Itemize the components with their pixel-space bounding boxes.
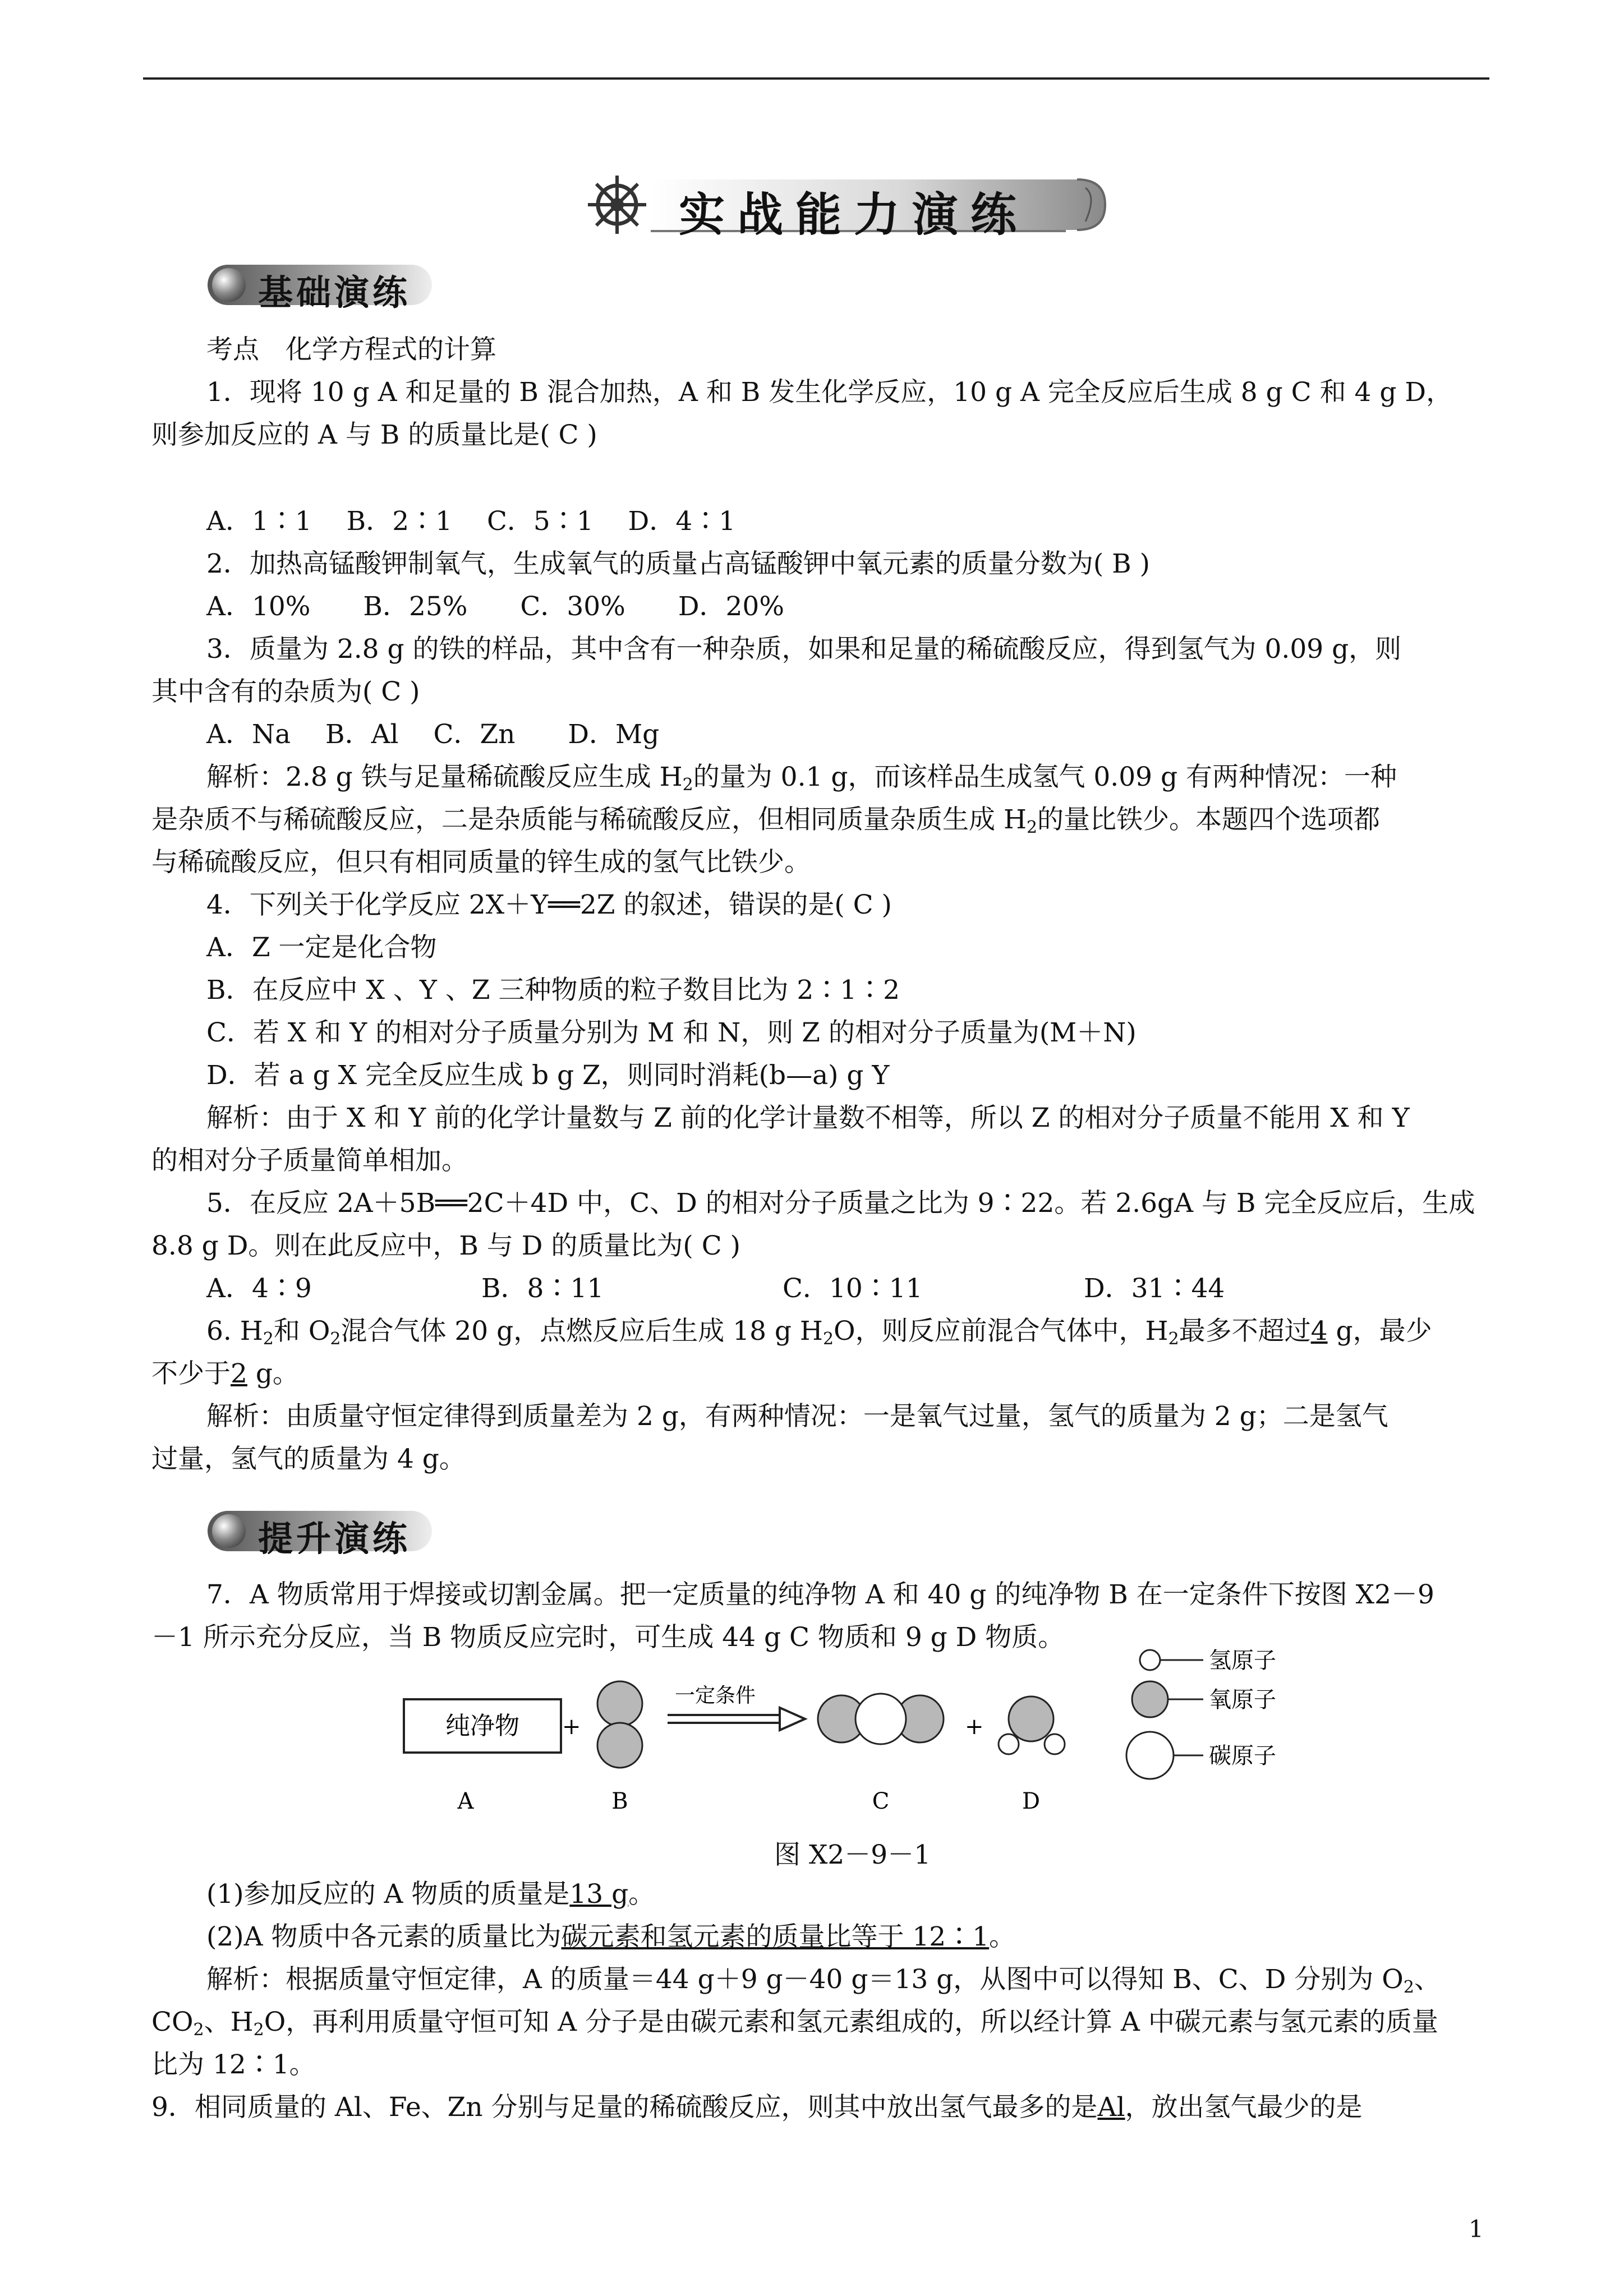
- question-1-line-2: 则参加反应的 A 与 B 的质量比是( C ): [151, 419, 597, 450]
- hydrogen-atom: [1045, 1734, 1065, 1754]
- question-9-answer-most: Al: [1097, 2092, 1125, 2123]
- banner-title: 实战能力演练: [679, 188, 1029, 242]
- question-2-options: A．10% B．25% C．30% D．20%: [206, 591, 784, 622]
- ship-wheel-icon: [588, 176, 646, 234]
- question-7-answer-2: 碳元素和氢元素的质量比等于 12∶1: [561, 1921, 990, 1952]
- question-4-option-b: B．在反应中 X 、Y 、Z 三种物质的粒子数目比为 2∶1∶2: [206, 975, 900, 1006]
- question-6-answer-min: 2: [231, 1358, 247, 1389]
- question-7-line-2: －1 所示充分反应，当 B 物质反应完时，可生成 44 g C 物质和 9 g D 物质。: [151, 1622, 1065, 1653]
- question-6-line-1: 6. $H_2$和 $O_2$混合气体 20 g，点燃反应后生成 18 g $H_2O$，则反应前混合气体中，$H_2$最多不超过4 g，最少: [206, 1316, 1432, 1349]
- question-4-option-a: A．Z 一定是化合物: [206, 932, 437, 963]
- question-7-answer-1: 13 g: [569, 1879, 629, 1910]
- molecule-b: [597, 1681, 642, 1768]
- question-7-sub-1: (1)参加反应的 A 物质的质量是13 g。: [206, 1879, 655, 1910]
- question-3-options: A．Na B．Al C．Zn D．Mg: [206, 719, 660, 750]
- reaction-diagram: [393, 1638, 1492, 1823]
- legend-carbon-label: 碳原子: [1209, 1743, 1276, 1769]
- legend-hydrogen-atom: [1140, 1650, 1160, 1670]
- question-4-explanation-1: 解析：由于 X 和 Y 前的化学计量数与 Z 前的化学计量数不相等，所以 Z 的相对分子质量不能用 X 和 Y: [206, 1103, 1410, 1133]
- page-number: 1: [1469, 2215, 1484, 2243]
- legend-hydrogen-label: 氢原子: [1209, 1648, 1276, 1673]
- reaction-arrow: [668, 1708, 805, 1730]
- question-6-answer-max: 4: [1310, 1316, 1328, 1347]
- oxygen-atom: [597, 1723, 642, 1768]
- label-a: A: [457, 1788, 474, 1814]
- oxygen-atom: [597, 1681, 642, 1726]
- question-9-line-1: 9．相同质量的 Al、Fe、Zn 分别与足量的稀硫酸反应，则其中放出氢气最多的是Al，放出氢气最少的是: [151, 2092, 1363, 2123]
- question-4-option-c: C．若 X 和 Y 的相对分子质量分别为 M 和 N，则 Z 的相对分子质量为(M＋N): [206, 1017, 1137, 1048]
- question-3-explanation-2: 是杂质不与稀硫酸反应，二是杂质能与稀硫酸反应，但相同质量杂质生成 $H_2$的量比铁少。本题四个选项都: [151, 804, 1381, 837]
- reaction-condition-label: 一定条件: [674, 1684, 756, 1707]
- plus-sign-2: +: [965, 1714, 984, 1740]
- question-4-explanation-2: 的相对分子质量简单相加。: [151, 1145, 468, 1176]
- legend: [1126, 1648, 1276, 1779]
- question-1-options: A．1∶1 B．2∶1 C．5∶1 D．4∶1: [206, 506, 736, 537]
- bullet-orb-icon: [212, 268, 246, 302]
- molecule-c: [818, 1694, 944, 1744]
- question-7-line-1: 7．A 物质常用于焊接或切割金属。把一定质量的纯净物 A 和 40 g 的纯净物 B 在一定条件下按图 X2－9: [206, 1579, 1434, 1610]
- label-b: B: [611, 1788, 628, 1814]
- question-5-line-1: 5．在反应 2A＋5B══2C＋4D 中，C、D 的相对分子质量之比为 9∶22。若 2.6gA 与 B 完全反应后，生成: [206, 1188, 1475, 1219]
- question-4-option-d: D．若 a g X 完全反应生成 b g Z，则同时消耗(b—a) g Y: [206, 1060, 890, 1091]
- molecule-d: [999, 1696, 1065, 1754]
- section-header-advanced: 提升演练: [208, 1503, 443, 1559]
- legend-carbon-atom: [1126, 1732, 1174, 1779]
- question-7-explanation-2: $CO_2$、$H_2O$，再利用质量守恒可知 A 分子是由碳元素和氢元素组成的，所以经计算 A 中碳元素与氢元素的质量: [151, 2007, 1438, 2040]
- question-6-explanation-1: 解析：由质量守恒定律得到质量差为 2 g，有两种情况：一是氧气过量，氢气的质量为 2 g；二是氢气: [206, 1401, 1388, 1432]
- question-3-line-2: 其中含有的杂质为( C ): [151, 676, 420, 707]
- question-7-explanation-1: 解析：根据质量守恒定律，A 的质量＝44 g＋9 g－40 g＝13 g，从图中可以得知 B、C、D 分别为 $O_2$、: [206, 1964, 1441, 1997]
- question-5-option-d: D．31∶44: [1084, 1273, 1225, 1304]
- legend-oxygen-atom: [1132, 1681, 1168, 1717]
- question-4-line-1: 4．下列关于化学反应 2X＋Y══2Z 的叙述，错误的是( C ): [206, 889, 892, 920]
- question-6-line-2: 不少于2 g。: [151, 1358, 299, 1389]
- carbon-atom: [855, 1694, 906, 1744]
- question-5-option-c: C．10∶11: [783, 1273, 923, 1304]
- header-rule: [143, 77, 1489, 80]
- figure-caption: 图 X2－9－1: [774, 1839, 931, 1870]
- label-d: D: [1022, 1788, 1041, 1814]
- question-7-explanation-3: 比为 12∶1。: [151, 2049, 316, 2080]
- question-5-option-a: A．4∶9: [206, 1273, 312, 1304]
- question-1-line-1: 1．现将 10 g A 和足量的 B 混合加热，A 和 B 发生化学反应，10 g A 完全反应后生成 8 g C 和 4 g D，: [206, 377, 1453, 408]
- section-header-basic: 基础演练: [208, 257, 443, 313]
- question-6-explanation-2: 过量，氢气的质量为 4 g。: [151, 1444, 466, 1474]
- topic-line: 考点 化学方程式的计算: [206, 334, 496, 365]
- bullet-orb-icon: [212, 1514, 246, 1548]
- question-2-line-1: 2．加热高锰酸钾制氧气，生成氧气的质量占高锰酸钾中氧元素的质量分数为( B ): [206, 548, 1150, 579]
- hydrogen-atom: [999, 1734, 1019, 1754]
- legend-oxygen-label: 氧原子: [1209, 1687, 1276, 1713]
- label-c: C: [872, 1788, 890, 1814]
- question-3-explanation-1: 解析：2.8 g 铁与足量稀硫酸反应生成 $H_2$的量为 0.1 g，而该样品生成氢气 0.09 g 有两种情况：一种: [206, 762, 1397, 795]
- question-5-option-b: B．8∶11: [481, 1273, 604, 1304]
- question-5-line-2: 8.8 g D。则在此反应中，B 与 D 的质量比为( C ): [151, 1230, 740, 1261]
- oxygen-atom: [1009, 1696, 1053, 1741]
- question-3-line-1: 3．质量为 2.8 g 的铁的样品，其中含有一种杂质，如果和足量的稀硫酸反应，得到氢气为 0.09 g，则: [206, 634, 1402, 665]
- plus-sign-1: +: [562, 1714, 581, 1740]
- question-7-sub-2: (2)A 物质中各元素的质量比为碳元素和氢元素的质量比等于 12∶1。: [206, 1921, 1016, 1952]
- pure-substance-label: 纯净物: [445, 1712, 519, 1740]
- question-3-explanation-3: 与稀硫酸反应，但只有相同质量的锌生成的氢气比铁少。: [151, 847, 811, 878]
